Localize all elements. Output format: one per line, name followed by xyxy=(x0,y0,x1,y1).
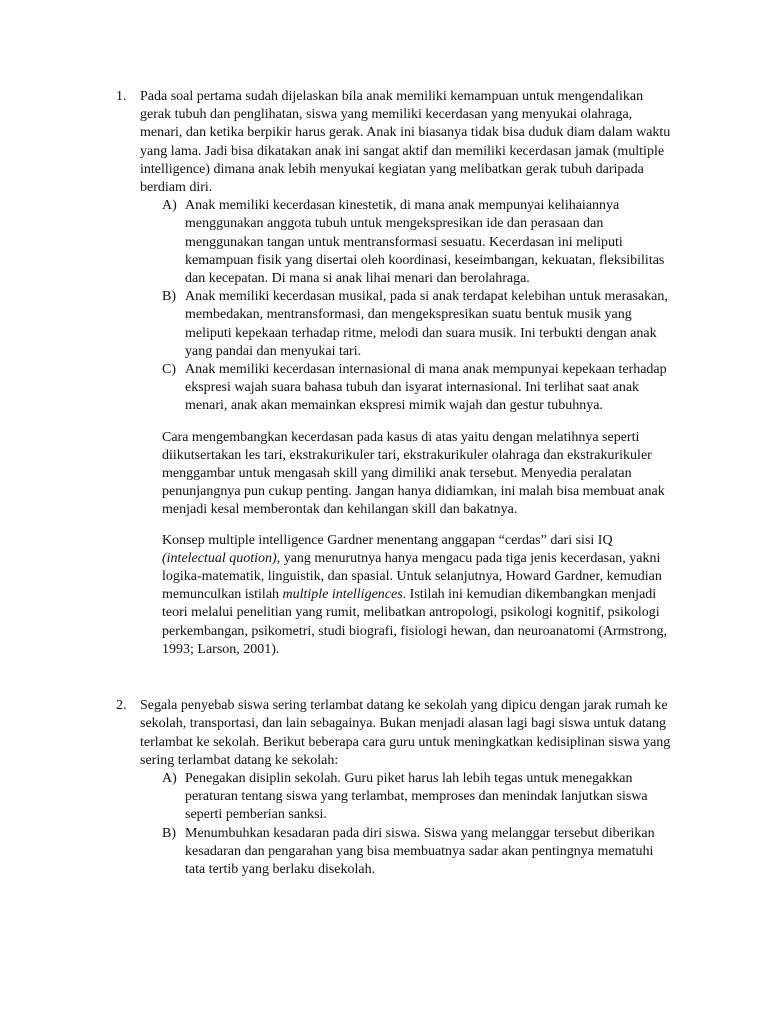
list-item-text: Anak memiliki kecerdasan kinestetik, di mana anak mempunyai kelihaiannya menggunakan anggota tubuh untuk mengekspresikan ide dan perasaan dan menggunakan tangan untuk mentransformasi sesuatu. Kecerdasan ini meliputi kemampuan fisik yang disertai oleh koordinasi, keseimbangan, kekuatan, fleksibilitas dan kecepatan. Di mana si anak lihai menari dan berolahraga. xyxy=(185,198,665,287)
list-item-text: Menumbuhkan kesadaran pada diri siswa. Siswa yang melanggar tersebut diberikan kesadaran dan pengarahan yang bisa membuatnya sadar akan pentingnya mematuhi tata tertib yang berlaku disekolah. xyxy=(185,825,655,877)
list-item-text: Penegakan disiplin sekolah. Guru piket harus lah lebih tegas untuk menegakkan peraturan tentang siswa yang terlambat, memproses dan menindak lanjutkan siswa seperti pemberian sanksi. xyxy=(185,770,648,823)
list-item-label: B) xyxy=(162,825,176,841)
text-run: . Istilah ini kemudian dikembangkan menjadi teori melalui penelitian yang rumit, melibatkan antropologi, psikologi kognitif, psikologi perkembangan, psikometri, studi biografi, fisiologi hewan, dan neuroanatomi (Armstrong, 1993; Larson, 2001). xyxy=(162,587,668,657)
question-number: 1. xyxy=(116,89,127,104)
list-item-label: B) xyxy=(162,289,176,305)
list-item-label: A) xyxy=(162,198,177,214)
question-intro: Pada soal pertama sudah dijelaskan bila anak memiliki kemampuan untuk mengendalikan gerak tubuh dan penglihatan, siswa yang memiliki kecerdasan yang menyukai olahraga, menari, dan ketika berpikir harus gerak. Anak ini biasanya tidak bisa duduk diam dalam waktu yang lama. Jadi bisa dikatakan anak ini sangat aktif dan memiliki kecerdasan jamak (multiple intelligence) dimana anak lebih menyukai kegiatan yang melibatkan gerak tubuh daripada berdiam diri. xyxy=(140,89,671,196)
list-item-text: Anak memiliki kecerdasan musikal, pada si anak terdapat kelebihan untuk merasakan, membedakan, mentransformasi, dan mengekspresikan suatu bentuk musik yang meliputi kepekaan terhadap ritme, melodi dan suara musik. Ini terbukti dengan anak yang pandai dan menyukai tari. xyxy=(185,289,668,359)
list-item-label: C) xyxy=(162,362,176,378)
list-item xyxy=(140,288,675,361)
text-run: Konsep multiple intelligence Gardner menentang anggapan “cerdas” dari sisi IQ xyxy=(162,532,613,548)
list-item xyxy=(140,825,675,880)
text-run: , yang menurutnya hanya mengacu pada tiga jenis kecerdasan, yakni logika-matematik, linguistik, dan spasial. Untuk selanjutnya, Howard Gardner, kemudian memunculkan istilah xyxy=(162,550,662,603)
paragraph-development: Cara mengembangkan kecerdasan pada kasus di atas yaitu dengan melatihnya seperti diikutsertakan les tari, ekstrakurikuler tari, ekstrakurikuler olahraga dan ekstrakurikuler menggambar untuk mengasah skill yang dimiliki anak tersebut. Menyedia peralatan penunjangnya pun cukup penting. Jangan hanya didiamkan, ini malah bisa membuat anak menjadi kesal memberontak dan kehilangan skill dan bakatnya. xyxy=(162,429,665,518)
list-item xyxy=(140,197,675,288)
list-item xyxy=(140,770,675,825)
italic-term: (intelectual quotion) xyxy=(162,550,277,566)
question-number: 2. xyxy=(116,698,127,714)
list-item-label: A) xyxy=(162,770,177,786)
list-item xyxy=(140,361,675,416)
list-item-text: Anak memiliki kecerdasan internasional di mana anak mempunyai kepekaan terhadap ekspresi wajah suara bahasa tubuh dan isyarat internasional. Ini terlihat saat anak menari, anak akan memainkan ekspresi mimik wajah dan gestur tubuhnya. xyxy=(185,362,667,414)
question-2 xyxy=(0,697,675,879)
question-intro: Segala penyebab siswa sering terlambat datang ke sekolah yang dipicu dengan jarak rumah ke sekolah, transportasi, dan lain sebagainya. Bukan menjadi alasan lagi bagi siswa untuk datang terlambat ke sekolah. Berikut beberapa cara guru untuk meningkatkan kedisiplinan siswa yang sering terlambat datang ke sekolah: xyxy=(140,698,671,768)
paragraph-gardner xyxy=(162,532,675,659)
italic-term: multiple intelligences xyxy=(282,587,403,603)
question-1 xyxy=(0,88,675,659)
